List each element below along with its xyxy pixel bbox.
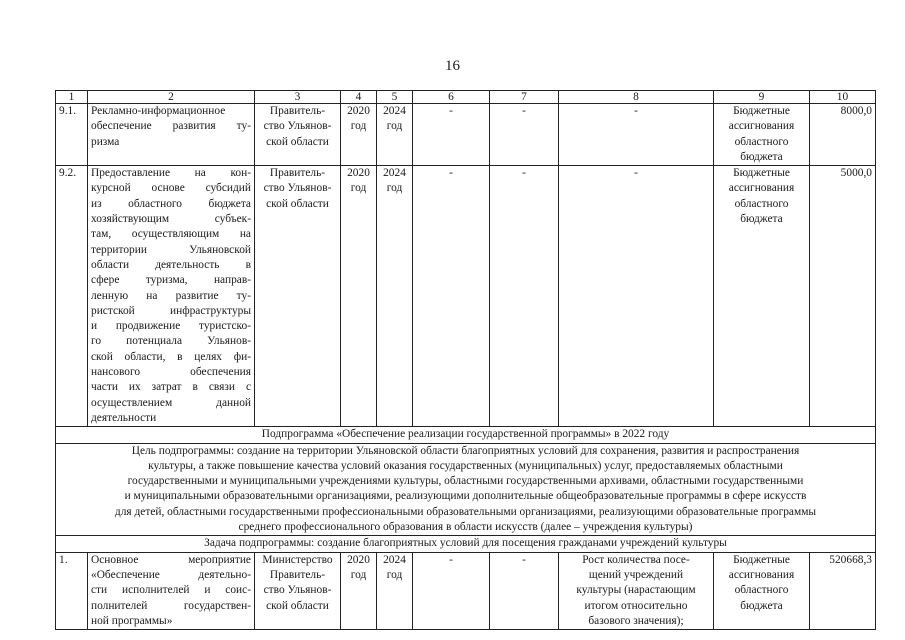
executor-line: ство Ульянов- — [263, 182, 332, 195]
table-row — [56, 552, 876, 629]
row-number: 9.2. — [56, 166, 88, 427]
row-col7: - — [490, 166, 559, 427]
description-line: там, осуществляющим на — [91, 228, 251, 241]
description-line: «Обеспечение деятельно- — [91, 568, 251, 581]
row-funding-source — [714, 166, 810, 427]
row-amount: 8000,0 — [810, 104, 876, 166]
indicator-line: Рост количества посе- — [582, 553, 690, 566]
table-row — [56, 104, 876, 166]
executor-line: ство Ульянов- — [263, 584, 332, 597]
end-year-line: год — [386, 182, 403, 195]
subprogram-title: Подпрограмма «Обеспечение реализации государственной программы» в 2022 году — [56, 427, 876, 443]
description-line: полнителей государствен- — [91, 599, 251, 612]
row-description — [88, 552, 255, 629]
description-line: и продвижение туристско- — [91, 320, 251, 333]
executor-line: ской области — [266, 197, 329, 210]
goal-line: среднего профессионального образования в области искусств (далее – учреждения культуры) — [238, 521, 693, 534]
description-line: ной программы» — [91, 614, 173, 627]
column-number-2: 2 — [88, 91, 255, 104]
column-number-9: 9 — [714, 91, 810, 104]
executor-line: ской области — [266, 135, 329, 148]
funding-source-line: ассигнования — [728, 568, 795, 581]
executor-line: Правитель- — [269, 105, 326, 117]
column-number-1: 1 — [56, 91, 88, 104]
goal-line: и муниципальными образовательными организациями, реализующими дополнительные общеобразовательные программы в сфере искусств — [124, 490, 807, 503]
row-col7: - — [490, 552, 559, 629]
start-year-line: год — [350, 568, 367, 581]
start-year-line: год — [350, 120, 367, 133]
start-year-line: 2020 — [347, 105, 370, 117]
goal-line: для детей, областными государственными профессиональными образовательными организациями, реализующими образовательные программы — [114, 505, 817, 518]
executor-line: Правитель- — [269, 568, 326, 581]
row-end-year — [377, 104, 413, 166]
column-number-8: 8 — [559, 91, 714, 104]
description-line: хозяйствующим субъек- — [91, 213, 251, 226]
indicator-line: культуры (нарастающим — [576, 584, 696, 597]
row-start-year — [341, 104, 377, 166]
description-line: сфере туризма, направ- — [91, 274, 251, 287]
program-table — [55, 90, 876, 630]
start-year-line: год — [350, 182, 367, 195]
row-number: 1. — [56, 552, 88, 629]
description-line: области деятельность в — [91, 258, 251, 271]
row-end-year — [377, 552, 413, 629]
description-line: сти исполнителей и соис- — [91, 584, 251, 597]
row-col8: - — [559, 166, 714, 427]
executor-line: Правитель- — [269, 167, 326, 180]
row-description — [88, 166, 255, 427]
description-line: территории Ульяновской — [91, 243, 251, 256]
row-funding-source — [714, 552, 810, 629]
subprogram-task: Задача подпрограммы: создание благоприятных условий для посещения гражданами учреждений культуры — [56, 536, 876, 552]
column-number-4: 4 — [341, 91, 377, 104]
description-line: ристской инфраструктуры — [91, 304, 251, 317]
funding-source-line: бюджета — [740, 213, 783, 226]
subprogram-goal — [56, 443, 876, 536]
description-line: ризма — [91, 135, 120, 148]
description-line: го потенциала Ульянов- — [91, 335, 251, 348]
indicator-line: щений учреждений — [588, 568, 684, 581]
goal-line: культуры, а также повышение качества условий оказания государственных (муниципальных) услуг, предоставляемых областными — [148, 459, 783, 472]
funding-source-line: Бюджетные — [733, 553, 790, 566]
goal-line: государственными и муниципальными учреждениями культуры, областными государственными архивами, областными государственными — [127, 475, 804, 488]
row-amount: 5000,0 — [810, 166, 876, 427]
goal-row — [56, 443, 876, 536]
description-line: деятельности — [91, 411, 157, 424]
row-description — [88, 104, 255, 166]
goal-line: Цель подпрограммы: создание на территории Ульяновской области благоприятных условий для сохранения, развития и распространения — [131, 444, 800, 457]
indicator-line: базового значения); — [588, 614, 684, 627]
row-col7: - — [490, 104, 559, 166]
column-number-6: 6 — [413, 91, 490, 104]
end-year-line: 2024 — [383, 553, 406, 566]
row-col6: - — [413, 104, 490, 166]
end-year-line: год — [386, 568, 403, 581]
funding-source-line: областного — [734, 197, 789, 210]
funding-source-line: областного — [734, 135, 789, 148]
row-end-year — [377, 166, 413, 427]
indicator-line: итогом относительно — [584, 599, 688, 612]
row-number: 9.1. — [56, 104, 88, 166]
row-amount: 520668,3 — [810, 552, 876, 629]
end-year-line: 2024 — [383, 167, 406, 180]
description-line: нансового обеспечения — [91, 366, 251, 379]
funding-source-line: ассигнования — [728, 120, 795, 133]
row-executor — [255, 104, 341, 166]
description-line: осуществлением данной — [91, 396, 251, 409]
description-line: части их затрат в связи с — [91, 381, 251, 394]
funding-source-line: областного — [734, 584, 789, 597]
funding-source-line: бюджета — [740, 599, 783, 612]
row-col6: - — [413, 552, 490, 629]
description-line: обеспечение развития ту- — [91, 120, 251, 133]
start-year-line: 2020 — [347, 167, 370, 180]
executor-line: ство Ульянов- — [263, 120, 332, 133]
row-funding-source — [714, 104, 810, 166]
task-row — [56, 536, 876, 552]
funding-source-line: бюджета — [740, 150, 783, 163]
description-line: Рекламно-информационное — [91, 105, 226, 117]
table-row — [56, 166, 876, 427]
table-header-row — [56, 91, 876, 104]
column-number-5: 5 — [377, 91, 413, 104]
description-line: Предоставление на кон- — [91, 167, 251, 180]
end-year-line: 2024 — [383, 105, 406, 117]
row-start-year — [341, 552, 377, 629]
column-number-7: 7 — [490, 91, 559, 104]
row-col8: - — [559, 104, 714, 166]
column-number-3: 3 — [255, 91, 341, 104]
funding-source-line: Бюджетные — [733, 105, 790, 117]
description-line: курсной основе субсидий — [91, 182, 251, 195]
end-year-line: год — [386, 120, 403, 133]
description-line: ленную на развитие ту- — [91, 289, 251, 302]
description-line: Основное мероприятие — [91, 553, 251, 566]
row-start-year — [341, 166, 377, 427]
column-number-10: 10 — [810, 91, 876, 104]
subprogram-title-row — [56, 427, 876, 443]
row-executor — [255, 166, 341, 427]
executor-line: ской области — [266, 599, 329, 612]
executor-line: Министерство — [262, 553, 333, 566]
page-number: 16 — [445, 58, 460, 74]
row-col6: - — [413, 166, 490, 427]
row-indicator — [559, 552, 714, 629]
funding-source-line: ассигнования — [728, 182, 795, 195]
row-executor — [255, 552, 341, 629]
funding-source-line: Бюджетные — [733, 167, 790, 180]
description-line: из областного бюджета — [91, 197, 251, 210]
start-year-line: 2020 — [347, 553, 370, 566]
description-line: ской области, в целях фи- — [91, 350, 251, 363]
